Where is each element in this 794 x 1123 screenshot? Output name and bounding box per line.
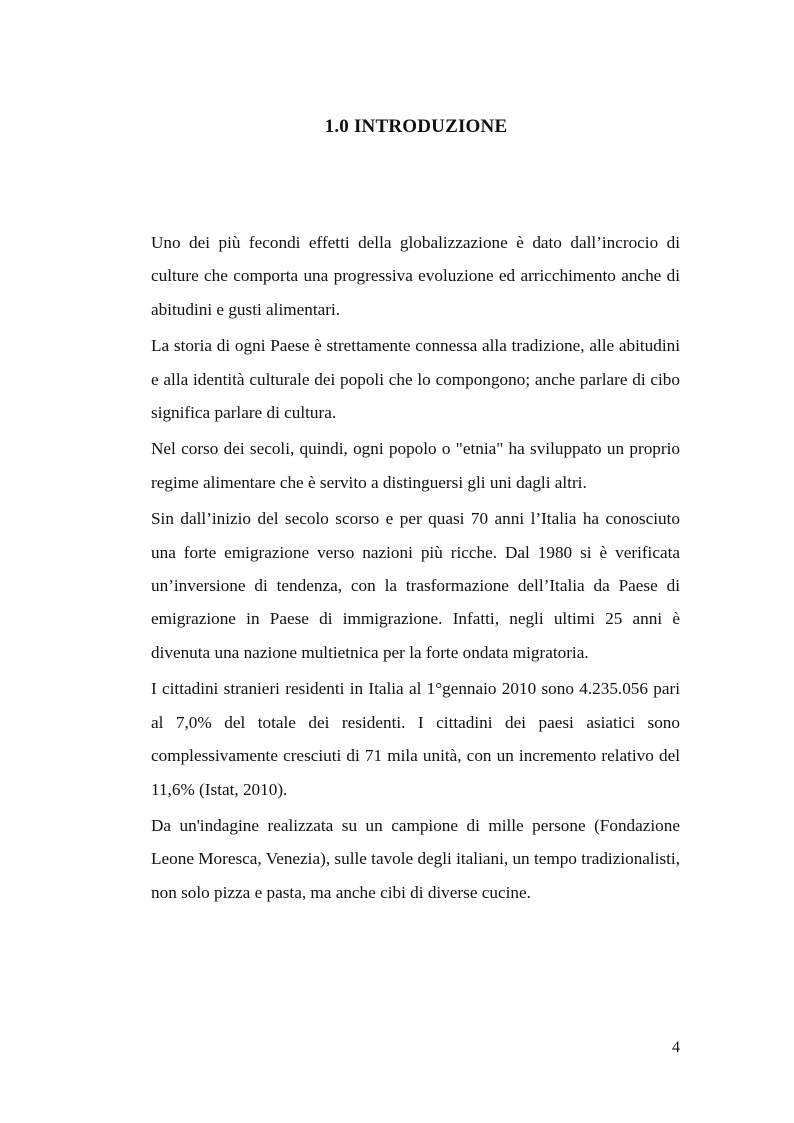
paragraph-culture-history: La storia di ogni Paese è strettamente connessa alla tradizione, alle abitudini e alla identità culturale dei popoli che lo compongono; anche parlare di cibo significa parlare di cultura.: [151, 336, 680, 423]
paragraph-statistics: I cittadini stranieri residenti in Italia al 1°gennaio 2010 sono 4.235.056 pari al 7,0% del totale dei residenti. I cittadini dei paesi asiatici sono complessivamente cresciuti di 71 mila unità, con un incremento relativo del 11,6% (Istat, 2010).: [151, 679, 680, 799]
paragraph-globalization: Uno dei più fecondi effetti della globalizzazione è dato dall’incrocio di culture che comporta una progressiva evoluzione ed arricchimento anche di abitudini e gusti alimentari.: [151, 233, 680, 319]
paragraph-survey: Da un'indagine realizzata su un campione di mille persone (Fondazione Leone Moresca, Venezia), sulle tavole degli italiani, un tempo tradizionalisti, non solo pizza e pasta, ma anche cibi di diverse cucine.: [151, 815, 680, 902]
body-text: [151, 226, 680, 912]
paragraph-food-regime: Nel corso dei secoli, quindi, ogni popolo o "etnia" ha sviluppato un proprio regime alimentare che è servito a distinguersi gli uni dagli altri.: [151, 439, 680, 492]
section-title: 1.0 INTRODUZIONE: [324, 116, 508, 137]
paragraph-migration: Sin dall’inizio del secolo scorso e per quasi 70 anni l’Italia ha conosciuto una forte emigrazione verso nazioni più ricche. Dal 1980 si è verificata un’inversione di tendenza, con la trasformazione dell’Italia da Paese di emigrazione in Paese di immigrazione. Infatti, negli ultimi 25 anni è divenuta una nazione multietnica per la forte ondata migratoria.: [151, 509, 680, 662]
page-number: 4: [672, 1039, 680, 1056]
